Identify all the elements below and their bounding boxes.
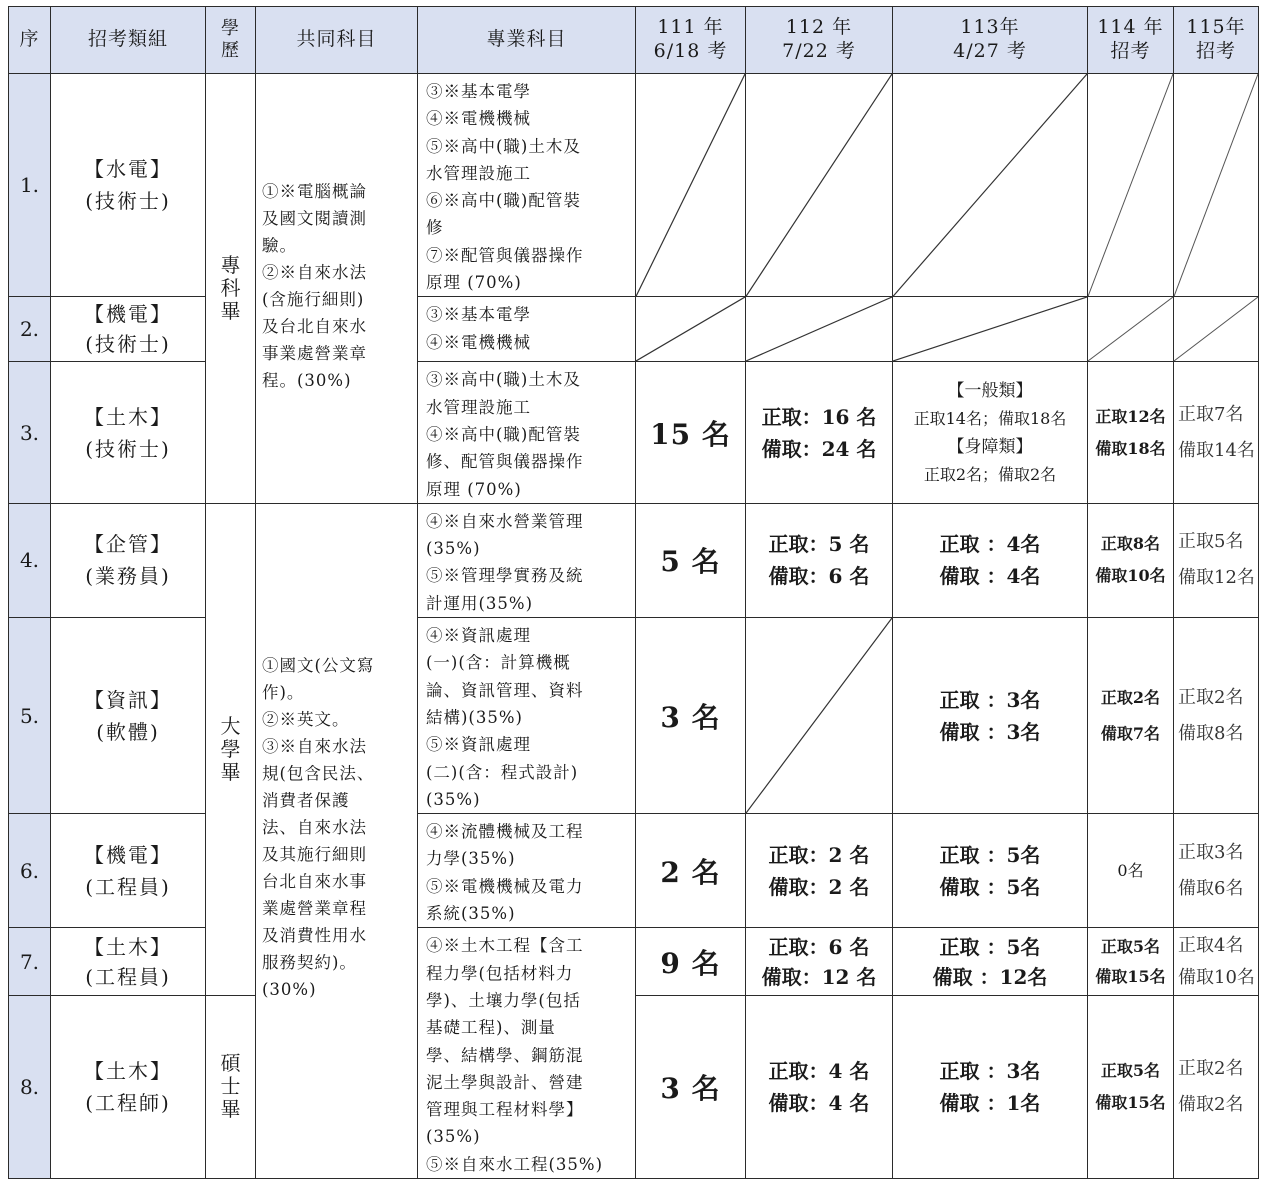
- professional-subject-line: 水管理設施工: [426, 397, 531, 417]
- professional-subject-line: ⑤※管理學實務及統: [426, 566, 584, 586]
- edu-char: 畢: [220, 298, 241, 323]
- cell-111-empty: [636, 74, 746, 297]
- diagonal-slash: [893, 297, 1087, 361]
- header-edu-char: 學: [221, 18, 240, 40]
- row-group: 【資訊】 (軟體): [51, 618, 206, 814]
- diagonal-slash: [1174, 297, 1258, 361]
- common-subject-line: 及國文閱讀測: [262, 209, 367, 228]
- header-112: 112 年 7/22 考: [746, 7, 893, 74]
- professional-subject-line: ⑥※高中(職)配管裝: [426, 191, 581, 211]
- professional-subject-line: ④※電機機械: [426, 332, 531, 352]
- cell-111-count: 3 名: [636, 995, 746, 1178]
- professional-subject-line: 學)、土壤力學(包括: [426, 990, 581, 1010]
- cell-111-count: 5 名: [636, 503, 746, 617]
- row-seq: 8.: [9, 995, 51, 1178]
- row-group: 【機電】 (技術士): [51, 297, 206, 362]
- common-subject-line: 台北自來水事: [262, 871, 367, 891]
- cell-115-empty: [1174, 297, 1259, 362]
- header-111: 111 年 6/18 考: [636, 7, 746, 74]
- professional-subject-line: ③※高中(職)土木及: [426, 370, 581, 390]
- professional-subject-line: ④※土木工程【含工: [426, 936, 584, 956]
- header-113: 113年 4/27 考: [893, 7, 1088, 74]
- professional-subject-line: ④※電機機械: [426, 109, 531, 129]
- cell-112: 正取：2 名 備取：2 名: [746, 814, 893, 928]
- cell-112-empty: [746, 297, 893, 362]
- cell-111-count: 15 名: [636, 362, 746, 503]
- professional-subject-line: 泥土學與設計、營建: [426, 1072, 584, 1092]
- diagonal-slash: [746, 74, 892, 296]
- edu-char: 畢: [220, 1097, 241, 1122]
- cell-113-empty: [893, 297, 1088, 362]
- professional-subject-line: (二)(含：程式設計): [426, 762, 579, 782]
- common-subject-line: 驗。: [262, 236, 297, 255]
- row-seq: 1.: [9, 74, 51, 297]
- cell-113: 正取 ：3名 備取 ：3名: [893, 618, 1088, 814]
- row-group: 【土木】 (技術士): [51, 362, 206, 503]
- professional-subject-line: ⑤※自來水工程(35%): [426, 1154, 604, 1174]
- table-row: [9, 362, 1259, 503]
- edu-char: 學: [220, 736, 241, 761]
- professional-subject-line: ⑤※高中(職)土木及: [426, 136, 581, 156]
- cell-112: 正取：5 名 備取：6 名: [746, 503, 893, 617]
- cell-115: 正取2名 備取2名: [1174, 995, 1259, 1178]
- table-row: [9, 928, 1259, 995]
- common-subject-line: 事業處營業章: [262, 344, 367, 363]
- table-row: [9, 297, 1259, 362]
- cell-112-empty: [746, 618, 893, 814]
- header-edu-text: [206, 18, 255, 61]
- common-subject-line: ②※自來水法: [262, 263, 367, 282]
- edu-char: 碩: [220, 1051, 241, 1076]
- professional-subject-line: 修、配管與儀器操作: [426, 452, 584, 472]
- cell-113: 正取 ：4名 備取 ：4名: [893, 503, 1088, 617]
- cell-112: 正取：16 名 備取：24 名: [746, 362, 893, 503]
- diagonal-slash: [746, 618, 892, 813]
- cell-114: 0名: [1088, 814, 1174, 928]
- professional-subjects: [418, 618, 636, 814]
- cell-111-count: 9 名: [636, 928, 746, 995]
- professional-subject-line: ④※高中(職)配管裝: [426, 424, 581, 444]
- cell-113: 正取 ：3名 備取 ：1名: [893, 995, 1088, 1178]
- edu-master: [206, 995, 256, 1178]
- cell-115-empty: [1174, 74, 1259, 297]
- cell-112: 正取：4 名 備取：4 名: [746, 995, 893, 1178]
- edu-char: 大: [220, 713, 241, 738]
- header-seq: 序: [9, 7, 51, 74]
- header-edu: [206, 7, 256, 74]
- cell-111-count: 3 名: [636, 618, 746, 814]
- common-subject-line: 規(包含民法、: [262, 763, 375, 783]
- diagonal-slash: [893, 74, 1087, 296]
- table-row: [9, 503, 1259, 617]
- cell-114-empty: [1088, 74, 1174, 297]
- professional-subjects: [418, 297, 636, 362]
- professional-subject-line: ④※自來水營業管理: [426, 511, 584, 531]
- edu-char: 士: [220, 1074, 241, 1099]
- header-group: 招考類組: [51, 7, 206, 74]
- professional-subject-line: ⑤※資訊處理: [426, 735, 531, 755]
- professional-subjects: [418, 362, 636, 503]
- row-seq: 7.: [9, 928, 51, 995]
- common-subject-line: ②※英文。: [262, 709, 350, 729]
- edu-char: 專: [220, 252, 241, 277]
- row-group: 【土木】 (工程師): [51, 995, 206, 1178]
- header-common: 共同科目: [256, 7, 418, 74]
- row-seq: 4.: [9, 503, 51, 617]
- professional-subject-line: ⑦※配管與儀器操作: [426, 245, 584, 265]
- professional-subjects: [418, 503, 636, 617]
- diagonal-slash: [1174, 74, 1258, 296]
- professional-subject-line: (35%): [426, 789, 481, 809]
- common-subject-line: 及台北自來水: [262, 317, 367, 336]
- professional-subjects: [418, 814, 636, 928]
- professional-subject-line: 程力學(包括材料力: [426, 963, 574, 983]
- professional-subjects: [418, 74, 636, 297]
- table-row: [9, 74, 1259, 297]
- header-professional: 專業科目: [418, 7, 636, 74]
- professional-subject-line: 水管理設施工: [426, 163, 531, 183]
- table-row: [9, 814, 1259, 928]
- diagonal-slash: [746, 297, 892, 361]
- professional-subject-line: 系統(35%): [426, 904, 516, 924]
- diagonal-slash: [1088, 297, 1173, 361]
- cell-114: 正取12名 備取18名: [1088, 362, 1174, 503]
- cell-114: 正取5名 備取15名: [1088, 995, 1174, 1178]
- cell-115: 正取4名 備取10名: [1174, 928, 1259, 995]
- professional-subject-line: (35%): [426, 539, 481, 559]
- exam-schedule-table: [8, 6, 1259, 1179]
- cell-113-empty: [893, 74, 1088, 297]
- common-subject-line: 法、自來水法: [262, 817, 367, 837]
- row-group: 【水電】 (技術士): [51, 74, 206, 297]
- common-subject-line: 及其施行細則: [262, 844, 367, 864]
- table-row: [9, 618, 1259, 814]
- row-seq: 5.: [9, 618, 51, 814]
- professional-subject-line: ④※流體機械及工程: [426, 822, 584, 842]
- row-seq: 2.: [9, 297, 51, 362]
- row-seq: 3.: [9, 362, 51, 503]
- cell-115: 正取5名 備取12名: [1174, 503, 1259, 617]
- cell-112-empty: [746, 74, 893, 297]
- common-subject-line: (30%): [262, 979, 317, 999]
- edu-char: 畢: [220, 759, 241, 784]
- professional-subject-line: ④※資訊處理: [426, 626, 531, 646]
- header-115: 115年 招考: [1174, 7, 1259, 74]
- edu-char: 科: [220, 275, 241, 300]
- diagonal-slash: [636, 74, 745, 296]
- professional-subject-line: ③※基本電學: [426, 305, 531, 325]
- common-subject-line: 消費者保護: [262, 790, 350, 810]
- common-subject-line: 程。(30%): [262, 371, 352, 390]
- professional-subject-line: 原理 (70%): [426, 273, 522, 293]
- cell-115: 正取7名 備取14名: [1174, 362, 1259, 503]
- cell-115: 正取3名 備取6名: [1174, 814, 1259, 928]
- common-subject-line: 服務契約)。: [262, 952, 357, 972]
- header-114: 114 年 招考: [1088, 7, 1174, 74]
- row-group: 【機電】 (工程員): [51, 814, 206, 928]
- common-subject-line: 及消費性用水: [262, 925, 367, 945]
- common-subject-line: 業處營業章程: [262, 898, 367, 918]
- cell-114-empty: [1088, 297, 1174, 362]
- professional-subject-line: (一)(含：計算機概: [426, 653, 571, 673]
- common-subjects-technician: [256, 74, 418, 504]
- professional-subject-line: 力學(35%): [426, 849, 516, 869]
- professional-subject-line: 修: [426, 218, 444, 238]
- edu-junior: [206, 74, 256, 504]
- cell-112: 正取：6 名 備取：12 名: [746, 928, 893, 995]
- cell-113: 正取 ：5名 備取 ：12名: [893, 928, 1088, 995]
- professional-subject-line: 學、結構學、鋼筋混: [426, 1045, 584, 1065]
- professional-subject-line: ⑤※電機機械及電力: [426, 876, 584, 896]
- cell-111-count: 2 名: [636, 814, 746, 928]
- cell-111-empty: [636, 297, 746, 362]
- common-subject-line: ①※電腦概論: [262, 182, 367, 201]
- common-subject-line: (含施行細則): [262, 290, 365, 309]
- cell-115: 正取2名 備取8名: [1174, 618, 1259, 814]
- edu-university: [206, 503, 256, 995]
- cell-113: 正取 ：5名 備取 ：5名: [893, 814, 1088, 928]
- professional-subject-line: 論、資訊管理、資料: [426, 680, 584, 700]
- professional-subjects: [418, 928, 636, 1179]
- row-group: 【土木】 (工程員): [51, 928, 206, 995]
- cell-114: 正取8名 備取10名: [1088, 503, 1174, 617]
- cell-113: 【一般類】 正取14名；備取18名 【身障類】 正取2名；備取2名: [893, 362, 1088, 503]
- diagonal-slash: [636, 297, 745, 361]
- common-subject-line: 作)。: [262, 682, 305, 702]
- common-subject-line: ①國文(公文寫: [262, 655, 375, 675]
- diagonal-slash: [1088, 74, 1173, 296]
- professional-subject-line: 計運用(35%): [426, 593, 534, 613]
- header-edu-char: 歷: [221, 40, 240, 61]
- header-row: [9, 7, 1259, 74]
- professional-subject-line: (35%): [426, 1127, 481, 1147]
- professional-subject-line: ③※基本電學: [426, 82, 531, 101]
- cell-114: 正取2名 備取7名: [1088, 618, 1174, 814]
- common-subject-line: ③※自來水法: [262, 736, 367, 756]
- professional-subject-line: 原理 (70%): [426, 479, 522, 499]
- professional-subject-line: 管理與工程材料學】: [426, 1100, 584, 1120]
- common-subjects-engineer: [256, 503, 418, 1178]
- cell-114: 正取5名 備取15名: [1088, 928, 1174, 995]
- professional-subject-line: 基礎工程)、測量: [426, 1018, 556, 1038]
- row-group: 【企管】 (業務員): [51, 503, 206, 617]
- professional-subject-line: 結構)(35%): [426, 707, 523, 727]
- row-seq: 6.: [9, 814, 51, 928]
